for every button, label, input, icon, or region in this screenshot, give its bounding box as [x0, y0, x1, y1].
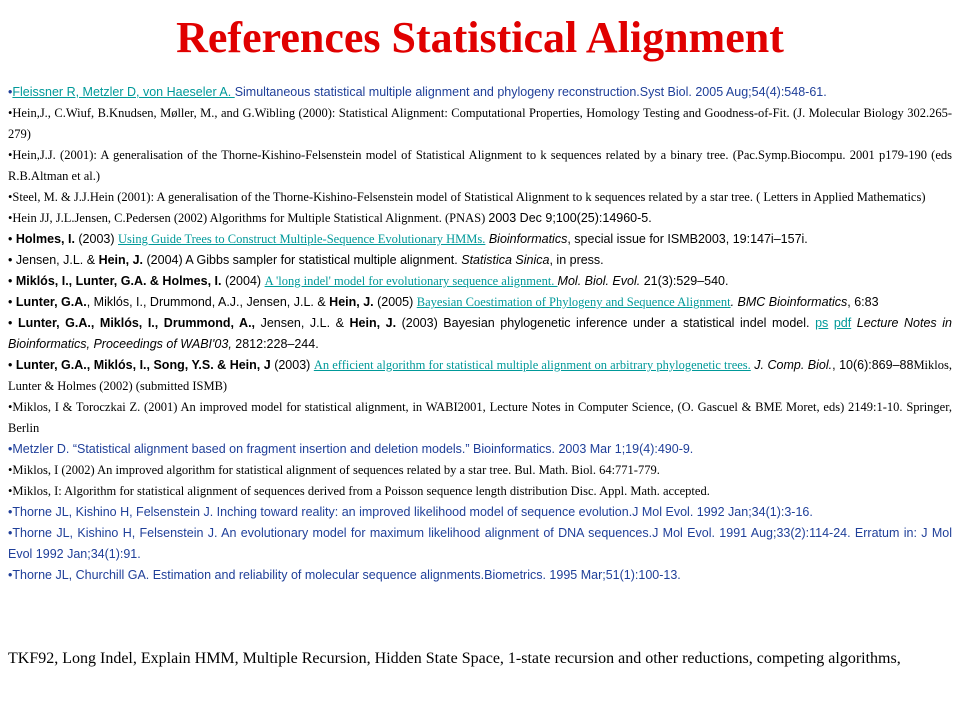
bullet: • [8, 232, 13, 246]
reference-link[interactable]: An efficient algorithm for statistical multiple alignment on arbitrary phylogenetic trees. [313, 358, 751, 372]
bullet: • [8, 568, 13, 582]
bullet: • [8, 526, 13, 540]
reference-text: , 10(6):869–88 [832, 358, 914, 372]
bullet: • [8, 295, 13, 309]
reference-text: Hein,J.J. (2001): A generalisation of the Thorne-Kishino-Felsenstein model of Statistical Alignment to k sequences related by a binary tree. (Pac.Symp.Biocompu. 2001 p179-190 (eds R.B.Altman et al.) [8, 148, 952, 183]
reference-authors-bold: Hein, J. [349, 316, 397, 330]
reference-link[interactable]: Using Guide Trees to Construct Multiple-Sequence Evolutionary HMMs. [118, 232, 486, 246]
reference-journal: Statistica Sinica [461, 253, 550, 267]
reference-text: Thorne JL, Kishino H, Felsenstein J. Inching toward reality: an improved likelihood model of sequence evolution.J Mol Evol. 1992 Jan;34(1):3-16. [12, 505, 813, 519]
reference-journal: Lecture Notes in Bioinformatics, Proceedings of WABI'03, [8, 316, 952, 351]
reference-text-tail: 2003 Dec 9;100(25):14960-5. [488, 211, 652, 225]
reference-item [8, 397, 952, 439]
reference-item [8, 208, 952, 229]
reference-list [8, 82, 952, 586]
reference-journal: . BMC Bioinformatics [730, 295, 848, 309]
reference-item [8, 145, 952, 187]
reference-year: (2005) [373, 295, 417, 309]
reference-authors-bold: Hein, J. [98, 253, 144, 267]
reference-year: (2003) [74, 232, 119, 246]
bullet: • [8, 505, 13, 519]
reference-journal: J. Comp. Biol. [750, 358, 833, 372]
reference-text: Thorne JL, Kishino H, Felsenstein J. An evolutionary model for maximum likelihood alignment of DNA sequences.J Mol Evol. 1991 Aug;33(2):114-24. Erratum in: J Mol Evol 1992 Jan;34(1):91. [8, 526, 952, 561]
reference-text: Simultaneous statistical multiple alignment and phylogeny reconstruction.Syst Biol. 2005 Aug;54(4):548-61. [234, 85, 827, 99]
reference-item [8, 271, 952, 292]
pdf-link[interactable]: pdf [833, 316, 852, 330]
reference-item [8, 82, 952, 103]
reference-authors-bold: Lunter, G.A., Miklós, I., Song, Y.S. & Hein, J [15, 358, 271, 372]
reference-text: (2004) A Gibbs sampler for statistical multiple alignment. [143, 253, 462, 267]
reference-journal: Mol. Biol. Evol. [557, 274, 641, 288]
bullet: • [8, 274, 13, 288]
reference-item [8, 481, 952, 502]
bullet: • [8, 106, 13, 120]
reference-authors-bold: Lunter, G.A. [15, 295, 87, 309]
reference-text: Thorne JL, Churchill GA. Estimation and reliability of molecular sequence alignments.Biometrics. 1995 Mar;51(1):100-13. [12, 568, 681, 582]
bullet: • [8, 211, 13, 225]
reference-text: (2003) Bayesian phylogenetic inference under a statistical indel model. [396, 316, 816, 330]
bullet: • [8, 442, 13, 456]
footer-note: TKF92, Long Indel, Explain HMM, Multiple Recursion, Hidden State Space, 1-state recursion and other reductions, competing algorithms, [8, 650, 901, 667]
reference-authors: Holmes, I. [15, 232, 75, 246]
reference-authors-bold: Lunter, G.A., Miklós, I., Drummond, A., [17, 316, 256, 330]
reference-text: Hein,J., C.Wiuf, B.Knudsen, Møller, M., and G.Wibling (2000): Statistical Alignment: Computational Properties, Homology Testing and Goodness-of-Fit. (J. Molecular Biology 302.265-279) [8, 106, 952, 141]
reference-text: Miklos, I: Algorithm for statistical alignment of sequences derived from a Poisson sequence length distribution Disc. Appl. Math. accepted. [12, 484, 710, 498]
reference-authors: , Miklós, I., Drummond, A.J., Jensen, J.L. & [86, 295, 330, 309]
reference-journal: Bioinformatics [485, 232, 568, 246]
reference-item [8, 565, 952, 586]
bullet: • [8, 316, 13, 330]
reference-link[interactable]: A 'long indel' model for evolutionary sequence alignment. [264, 274, 558, 288]
reference-item [8, 187, 952, 208]
reference-text: Metzler D. “Statistical alignment based on fragment insertion and deletion models.” Bioinformatics. 2003 Mar 1;19(4):490-9. [12, 442, 694, 456]
bullet: • [8, 400, 13, 414]
reference-item [8, 439, 952, 460]
reference-year: (2003) [270, 358, 314, 372]
reference-link[interactable]: Bayesian Coestimation of Phylogeny and Sequence Alignment [416, 295, 731, 309]
ps-link[interactable]: ps [815, 316, 829, 330]
reference-item [8, 292, 952, 313]
reference-authors: Jensen, J.L. & [255, 316, 350, 330]
bullet: • [8, 463, 13, 477]
reference-text: , 6:83 [847, 295, 879, 309]
reference-text-tail: Miklos, Lunter & Holmes (2002) (submitted ISMB) [8, 358, 952, 393]
bullet: • [8, 253, 13, 267]
reference-text: Steel, M. & J.J.Hein (2001): A generalisation of the Thorne-Kishino-Felsenstein model of Statistical Alignment to k sequences related by a star tree. ( Letters in Applied Mathematics) [12, 190, 926, 204]
reference-item [8, 502, 952, 523]
bullet: • [8, 148, 13, 162]
reference-item [8, 460, 952, 481]
reference-item [8, 229, 952, 250]
page-title: References Statistical Alignment [176, 13, 784, 62]
reference-item [8, 523, 952, 565]
reference-authors: Jensen, J.L. & [15, 253, 99, 267]
reference-item [8, 355, 952, 397]
reference-text: , special issue for ISMB2003, 19:147i–157i. [567, 232, 808, 246]
reference-text: Miklos, I & Toroczkai Z. (2001) An improved model for statistical alignment, in WABI2001, Lecture Notes in Computer Science, (O. Gascuel & BME Moret, eds) 2149:1-10. Springer, Berlin [8, 400, 952, 435]
bullet: • [8, 358, 13, 372]
reference-year: (2004) [221, 274, 265, 288]
reference-text: 2812:228–244. [231, 337, 319, 351]
reference-text: Miklos, I (2002) An improved algorithm for statistical alignment of sequences related by a star tree. Bul. Math. Biol. 64:771-779. [12, 463, 660, 477]
reference-authors: Miklós, I., Lunter, G.A. & Holmes, I. [15, 274, 222, 288]
reference-text: 21(3):529–540. [640, 274, 729, 288]
reference-text: Hein JJ, J.L.Jensen, C.Pedersen (2002) Algorithms for Multiple Statistical Alignment. (PNAS) [12, 211, 489, 225]
bullet: • [8, 190, 13, 204]
bullet: • [8, 484, 13, 498]
reference-link[interactable]: Fleissner R, Metzler D, von Haeseler A. [12, 85, 235, 99]
reference-authors-bold: Hein, J. [329, 295, 374, 309]
reference-text: , in press. [549, 253, 604, 267]
reference-item [8, 313, 952, 355]
reference-item [8, 103, 952, 145]
bullet: • [8, 85, 13, 99]
reference-item [8, 250, 952, 271]
